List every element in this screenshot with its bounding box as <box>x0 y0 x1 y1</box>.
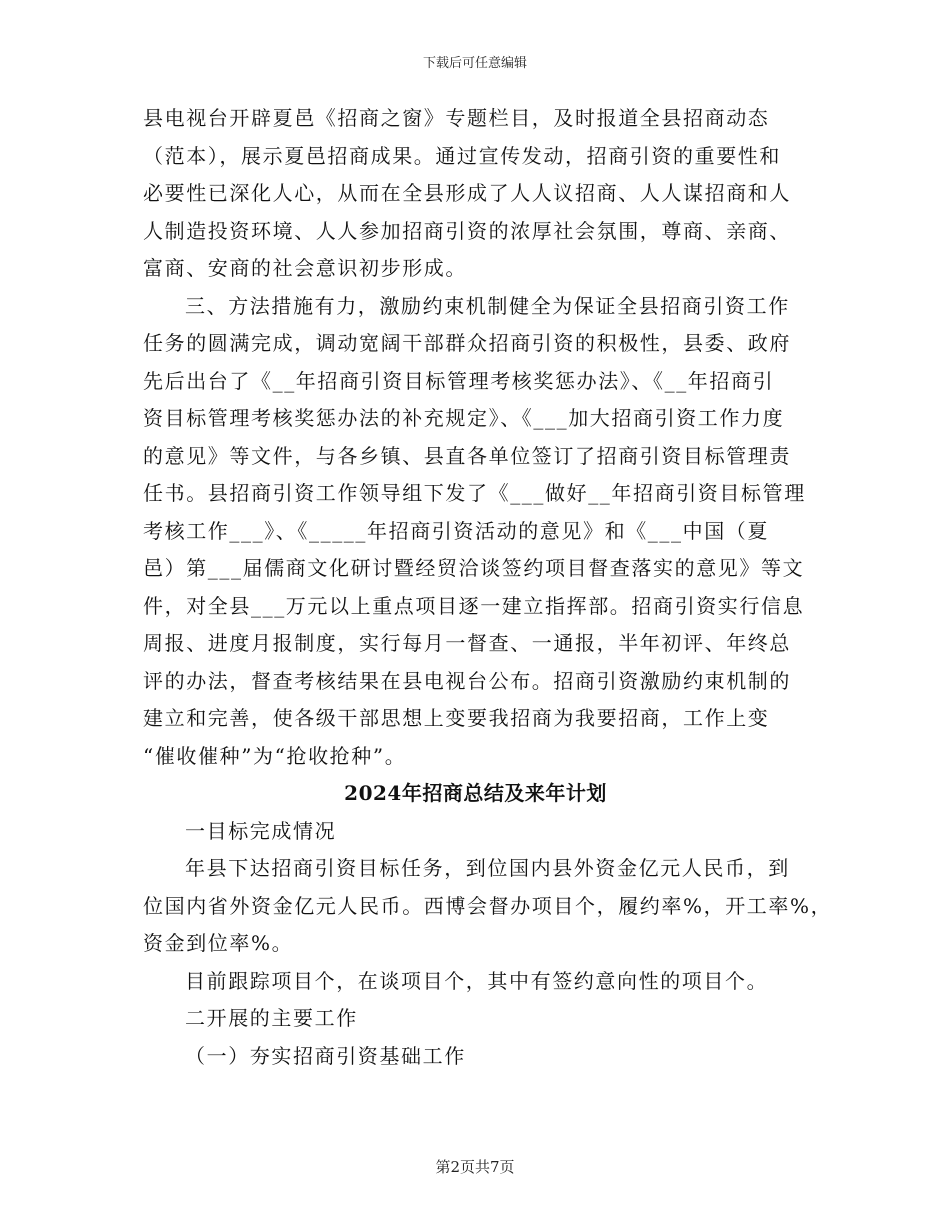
text-line: 任务的圆满完成，调动宽阔干部群众招商引资的积极性，县委、政府 <box>143 331 791 355</box>
text-line: 目前跟踪项目个，在谈项目个，其中有签约意向性的项目个。 <box>185 968 769 993</box>
text-line: 建立和完善，使各级干部思想上变要我招商为我要招商，工作上变 <box>143 706 770 730</box>
text-line: 任书。县招商引资工作领导组下发了《___做好__年招商引资目标管理 <box>143 481 806 505</box>
text-line: 先后出台了《__年招商引资目标管理考核奖惩办法》、《__年招商引 <box>143 368 775 393</box>
text-line: 位国内省外资金亿元人民币。西博会督办项目个，履约率%，开工率%， <box>143 893 833 918</box>
page-footer: 第2页共7页 <box>435 1158 515 1176</box>
text-line: （一）夯实招商引资基础工作 <box>185 1043 466 1068</box>
text-line: 件，对全县___万元以上重点项目逐一建立指挥部。招商引资实行信息 <box>143 593 805 618</box>
text-line: 评的办法，督查考核结果在县电视台公布。招商引资激励约束机制的 <box>143 668 791 693</box>
text-line: “催收催种”为“抢收抢种”。 <box>143 743 407 768</box>
section-title: 2024年招商总结及来年计划 <box>344 781 607 805</box>
text-line: 必要性已深化人心，从而在全县形成了人人议招商、人人谋招商和人 <box>143 181 791 205</box>
text-line: 一目标完成情况 <box>185 818 337 843</box>
text-line: 的意见》等文件，与各乡镇、县直各单位签订了招商引资目标管理责 <box>143 443 791 468</box>
text-line: 三、方法措施有力，激励约束机制健全为保证全县招商引资工作 <box>185 293 790 318</box>
page-header: 下载后可任意编辑 <box>422 56 527 71</box>
text-line: （范本），展示夏邑招商成果。通过宣传发动，招商引资的重要性和 <box>143 143 781 168</box>
text-line: 人制造投资环境、人人参加招商引资的浓厚社会氛围，尊商、亲商、 <box>143 218 791 243</box>
text-line: 富商、安商的社会意识初步形成。 <box>143 256 467 280</box>
text-line: 年县下达招商引资目标任务，到位国内县外资金亿元人民币，到 <box>185 856 790 880</box>
text-line: 资目标管理考核奖惩办法的补充规定》、《___加大招商引资工作力度 <box>143 406 785 430</box>
text-line: 考核工作___》、《_____年招商引资活动的意见》和《___中国（夏 <box>143 518 769 543</box>
text-line: 周报、进度月报制度，实行每月一督查、一通报，半年初评、年终总 <box>143 631 791 655</box>
text-line: 二开展的主要工作 <box>185 1006 358 1030</box>
document-body <box>143 100 833 1075</box>
text-line: 资金到位率%。 <box>143 931 294 955</box>
text-line: 邑）第___届儒商文化研讨暨经贸洽谈签约项目督查落实的意见》等文 <box>143 556 805 580</box>
text-line: 县电视台开辟夏邑《招商之窗》专题栏目，及时报道全县招商动态 <box>143 106 770 130</box>
